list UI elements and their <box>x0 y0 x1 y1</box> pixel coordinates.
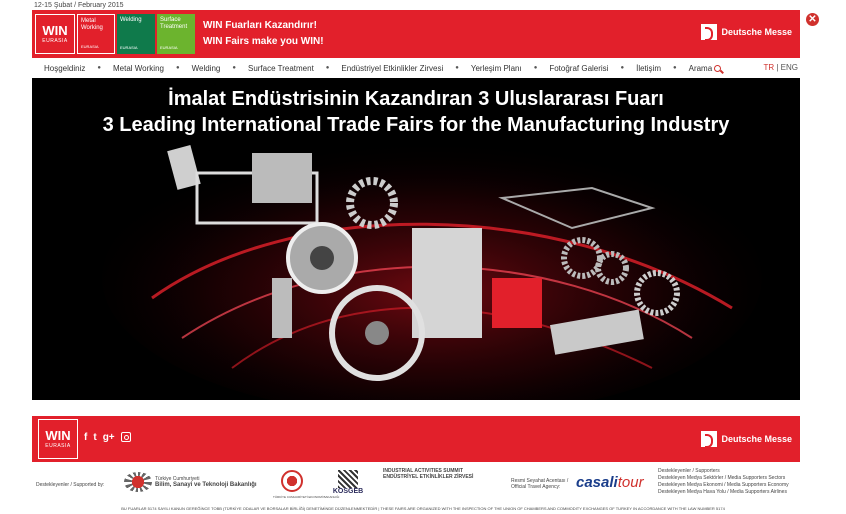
win-logo-sub: EURASIA <box>45 443 71 449</box>
tile-surface-treatment[interactable] <box>157 14 195 54</box>
nav-separator: ● <box>672 65 677 71</box>
lang-en[interactable]: ENG <box>780 63 798 72</box>
tile-label: Metal Working <box>81 18 103 31</box>
ministry-logo[interactable] <box>124 472 257 492</box>
media-line: Destekleyen Medya Hava Yolu / Media Supporters Airlines <box>658 489 787 495</box>
casali-tour-label: tour <box>617 474 644 491</box>
media-line: Destekleyen Medya Sektörler / Media Supporters Sectors <box>658 475 786 481</box>
lang-tr[interactable]: TR <box>763 63 775 72</box>
lang-separator: | <box>776 63 779 72</box>
slogan <box>203 18 324 50</box>
travel-agency-label: Resmi Seyahat Acentası / Official Travel Agency: <box>511 478 569 490</box>
language-switcher <box>763 63 798 72</box>
nav-item-gallery[interactable]: Fotoğraf Galerisi <box>549 63 609 73</box>
footer-bar <box>32 416 800 462</box>
slogan-tr: WIN Fuarları Kazandırır! <box>203 20 317 31</box>
media-supporters <box>658 468 803 496</box>
header-bar <box>32 10 800 58</box>
tile-welding[interactable] <box>117 14 155 54</box>
supporters-label: Destekleyenler / Supported by: <box>36 482 105 488</box>
nav-item-welcome[interactable]: Hoşgeldiniz <box>44 63 86 73</box>
nav-separator: ● <box>620 65 625 71</box>
nav-separator: ● <box>97 65 101 71</box>
deutsche-messe-icon <box>701 431 717 447</box>
tile-label: Welding <box>120 17 142 23</box>
seal-caption: TÜRKİYE CUMHURİYETİ EKONOMİ BAKANLIĞI <box>273 495 340 499</box>
google-plus-icon[interactable]: g+ <box>102 432 115 443</box>
summit-title: INDUSTRIAL ACTIVITIES SUMMIT <box>383 468 463 474</box>
tile-sub: EURASIA <box>160 45 178 50</box>
twitter-icon[interactable]: t <box>93 432 97 443</box>
win-logo-sub: EURASIA <box>42 38 68 44</box>
kosgeb-label: KOSGEB <box>332 488 364 495</box>
facebook-icon[interactable]: f <box>84 432 88 443</box>
casali-tour-logo[interactable] <box>576 474 644 491</box>
nav-item-welding[interactable]: Welding <box>191 63 221 73</box>
win-logo-text: WIN <box>42 23 68 38</box>
tile-sub: EURASIA <box>81 44 99 49</box>
nav-item-contact[interactable]: İletişim <box>636 63 661 73</box>
nav-separator: ● <box>175 65 180 71</box>
summit-logo[interactable] <box>383 468 498 480</box>
ministry-line1: Türkiye Cumhuriyeti <box>155 476 200 482</box>
nav-item-search[interactable] <box>677 64 734 73</box>
tile-sub: EURASIA <box>120 45 138 50</box>
supporters-strip <box>36 468 804 502</box>
economy-ministry-seal-icon[interactable] <box>281 470 303 492</box>
nav-item-floor-plan[interactable]: Yerleşim Planı <box>470 63 522 73</box>
tile-label: Surface Treatment <box>160 17 188 30</box>
media-line: Destekleyenler / Supporters <box>658 468 720 474</box>
kosgeb-icon <box>338 470 358 488</box>
media-line: Destekleyen Medya Ekonomi / Media Supporters Economy <box>658 482 789 488</box>
deutsche-messe-label: Deutsche Messe <box>721 27 792 37</box>
deutsche-messe-logo[interactable] <box>701 24 792 40</box>
social-links <box>84 432 131 443</box>
instagram-icon[interactable] <box>121 432 131 442</box>
kosgeb-logo[interactable] <box>326 470 370 495</box>
nav-item-metal-working[interactable]: Metal Working <box>112 63 164 73</box>
nav-search-label: Arama <box>688 63 713 73</box>
ministry-line2: Bilim, Sanayi ve Teknoloji Bakanlığı <box>155 482 257 488</box>
nav-separator: ● <box>325 65 330 71</box>
summit-title-tr: ENDÜSTRİYEL ETKİNLİKLER ZİRVESİ <box>383 474 474 480</box>
main-nav <box>32 60 800 76</box>
search-icon <box>714 65 721 72</box>
footer-win-logo[interactable] <box>38 419 78 459</box>
deutsche-messe-label: Deutsche Messe <box>721 434 792 444</box>
win-logo-text: WIN <box>45 428 71 443</box>
tile-metal-working[interactable] <box>77 14 115 54</box>
nav-separator: ● <box>533 65 538 71</box>
hero-banner[interactable] <box>32 78 800 400</box>
gear-icon <box>124 472 152 492</box>
nav-item-summit[interactable]: Endüstriyel Etkinlikler Zirvesi <box>341 63 444 73</box>
close-icon[interactable]: ✕ <box>806 13 819 26</box>
footer-deutsche-messe-logo[interactable] <box>701 431 792 447</box>
casali-label: casali <box>576 474 618 491</box>
legal-notice: BU FUARLAR 5174 SAYILI KANUN GEREĞİNCE TOBB (TÜRKİYE ODALAR VE BORSALAR BİRLİĞİ) DENETİMİNDE DÜZENLENMEKTEDİR | THESE FAIRS ARE ORGANIZED WITH THE INSPECTION OF THE UNION OF CHAMBERS AND COMMODITY EXCHANGES OF TURKEY IN ACCORDANCE WITH THE LAW NUMBER 5174 <box>121 506 725 511</box>
fair-date: 12-15 Şubat / February 2015 <box>34 2 124 9</box>
slogan-en: WIN Fairs make you WIN! <box>203 36 324 47</box>
nav-item-surface-treatment[interactable]: Surface Treatment <box>247 63 314 73</box>
hero-title-tr: İmalat Endüstrisinin Kazandıran 3 Uluslararası Fuarı <box>168 88 664 110</box>
nav-separator: ● <box>232 65 236 71</box>
nav-separator: ● <box>455 65 459 71</box>
hero-title-en: 3 Leading International Trade Fairs for the Manufacturing Industry <box>102 114 730 136</box>
deutsche-messe-icon <box>701 24 717 40</box>
win-logo[interactable] <box>35 14 75 54</box>
